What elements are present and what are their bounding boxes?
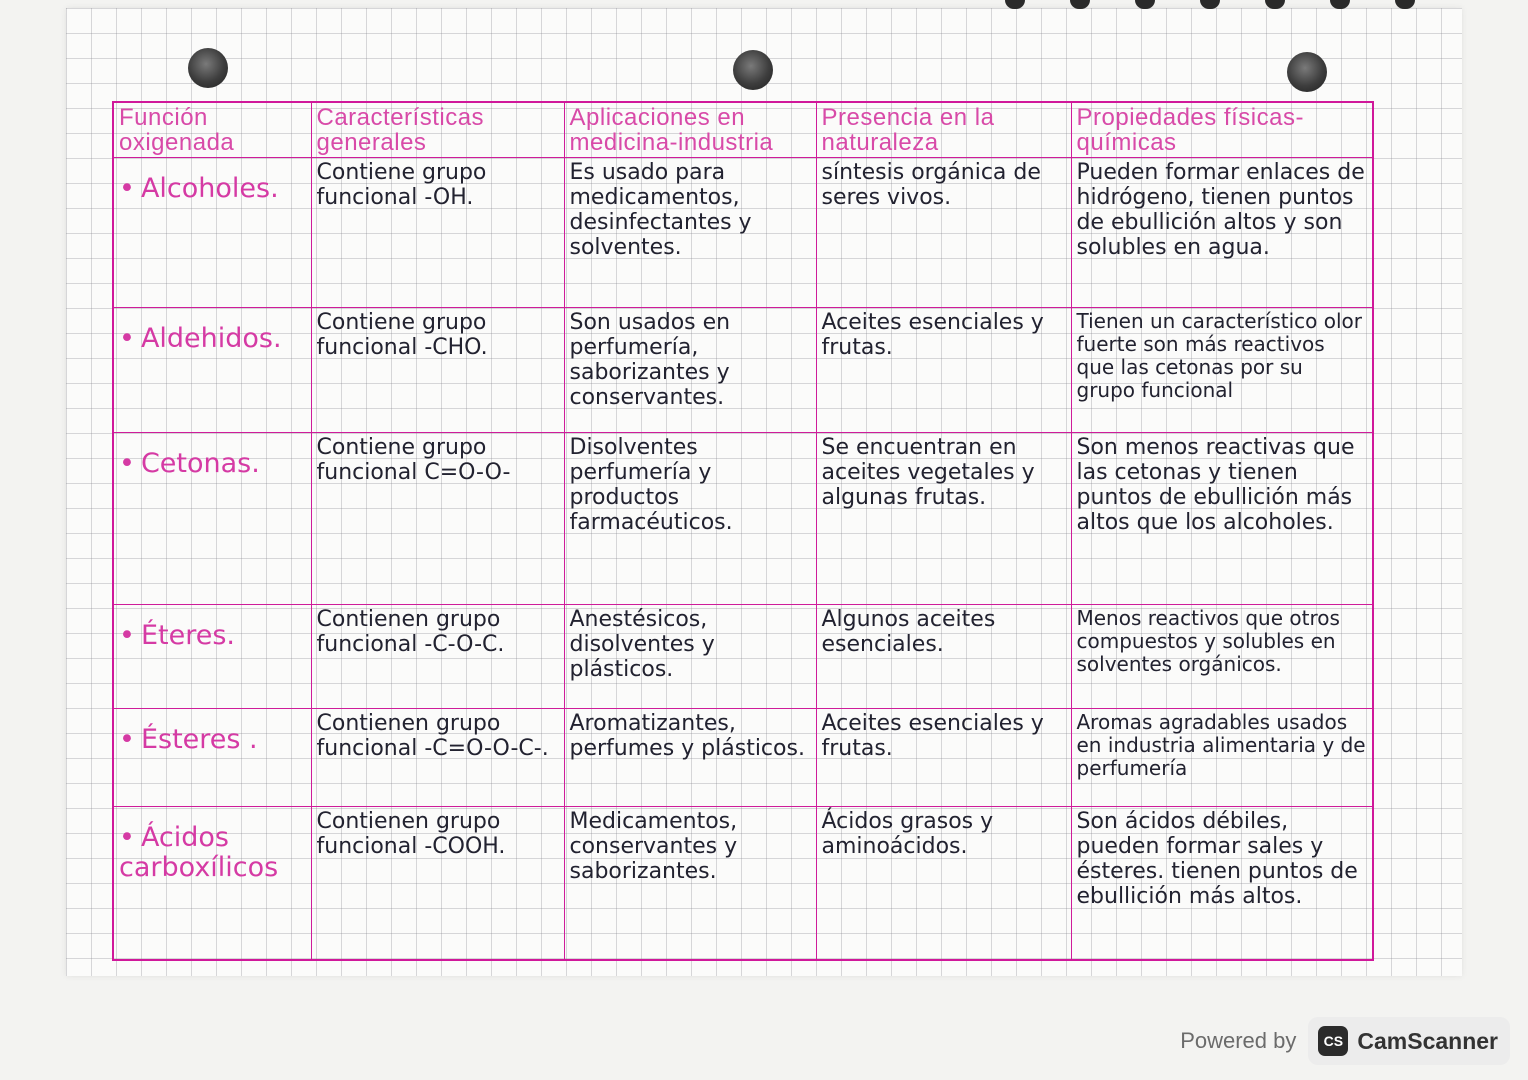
header-applications: Aplicaciones en medicina-industria xyxy=(564,102,816,158)
function-name: Alcoholes. xyxy=(140,173,279,204)
function-cell xyxy=(113,433,311,605)
function-cell xyxy=(113,709,311,807)
camscanner-badge xyxy=(1308,1017,1510,1065)
table-header-row xyxy=(113,102,1373,158)
applications-cell: Es usado para medicamentos, desinfectantes y solventes. xyxy=(564,158,816,308)
nature-cell: Ácidos grasos y aminoácidos. xyxy=(816,807,1071,960)
nature-cell: síntesis orgánica de seres vivos. xyxy=(816,158,1071,308)
function-cell xyxy=(113,807,311,960)
bullet-icon: • xyxy=(119,323,135,354)
applications-cell: Son usados en perfumería, saborizantes y conservantes. xyxy=(564,308,816,433)
punch-hole xyxy=(188,48,228,88)
applications-cell: Anestésicos, disolventes y plásticos. xyxy=(564,605,816,709)
applications-cell: Aromatizantes, perfumes y plásticos. xyxy=(564,709,816,807)
characteristics-cell: Contiene grupo funcional C=O-O- xyxy=(311,433,564,605)
function-name: Ácidos carboxílicos xyxy=(119,822,279,883)
table-row xyxy=(113,807,1373,960)
nature-cell: Algunos aceites esenciales. xyxy=(816,605,1071,709)
characteristics-cell: Contienen grupo funcional -C=O-O-C-. xyxy=(311,709,564,807)
function-cell xyxy=(113,308,311,433)
function-cell xyxy=(113,158,311,308)
applications-cell: Disolventes perfumería y productos farmacéuticos. xyxy=(564,433,816,605)
camscanner-logo-icon: CS xyxy=(1318,1026,1348,1056)
punch-hole xyxy=(1287,52,1327,92)
characteristics-cell: Contiene grupo funcional -OH. xyxy=(311,158,564,308)
function-cell xyxy=(113,605,311,709)
bullet-icon: • xyxy=(119,724,135,755)
bullet-icon: • xyxy=(119,448,135,479)
powered-by-label: Powered by xyxy=(1180,1028,1297,1053)
bullet-icon: • xyxy=(119,173,135,204)
camscanner-watermark xyxy=(1168,1016,1510,1066)
table-row xyxy=(113,709,1373,807)
characteristics-cell: Contienen grupo funcional -C-O-C. xyxy=(311,605,564,709)
camscanner-brand: CamScanner xyxy=(1357,1027,1498,1054)
function-name: Éteres. xyxy=(140,620,235,651)
properties-cell: Son ácidos débiles, pueden formar sales y ésteres. tienen puntos de ebullición más altos. xyxy=(1071,807,1373,960)
nature-cell: Aceites esenciales y frutas. xyxy=(816,308,1071,433)
table-row xyxy=(113,308,1373,433)
punch-hole xyxy=(733,50,773,90)
properties-cell: Aromas agradables usados en industria alimentaria y de perfumería xyxy=(1071,709,1373,807)
applications-cell: Medicamentos, conservantes y saborizantes. xyxy=(564,807,816,960)
table-row xyxy=(113,605,1373,709)
properties-cell: Son menos reactivas que las cetonas y tienen puntos de ebullición más altos que los alcoholes. xyxy=(1071,433,1373,605)
function-name: Aldehidos. xyxy=(140,323,282,354)
characteristics-cell: Contiene grupo funcional -CHO. xyxy=(311,308,564,433)
header-function: Función oxigenada xyxy=(113,102,311,158)
properties-cell: Tienen un característico olor fuerte son más reactivos que las cetonas por su grupo funcional xyxy=(1071,308,1373,433)
bullet-icon: • xyxy=(119,822,135,853)
properties-cell: Pueden formar enlaces de hidrógeno, tienen puntos de ebullición altos y son solubles en agua. xyxy=(1071,158,1373,308)
properties-cell: Menos reactivos que otros compuestos y solubles en solventes orgánicos. xyxy=(1071,605,1373,709)
nature-cell: Se encuentran en aceites vegetales y algunas frutas. xyxy=(816,433,1071,605)
function-name: Ésteres . xyxy=(140,724,258,755)
header-characteristics: Características generales xyxy=(311,102,564,158)
header-properties: Propiedades físicas-químicas xyxy=(1071,102,1373,158)
oxygenated-functions-table xyxy=(112,101,1374,961)
nature-cell: Aceites esenciales y frutas. xyxy=(816,709,1071,807)
table-row xyxy=(113,158,1373,308)
header-nature: Presencia en la naturaleza xyxy=(816,102,1071,158)
function-name: Cetonas. xyxy=(140,448,260,479)
bullet-icon: • xyxy=(119,620,135,651)
characteristics-cell: Contienen grupo funcional -COOH. xyxy=(311,807,564,960)
table-row xyxy=(113,433,1373,605)
